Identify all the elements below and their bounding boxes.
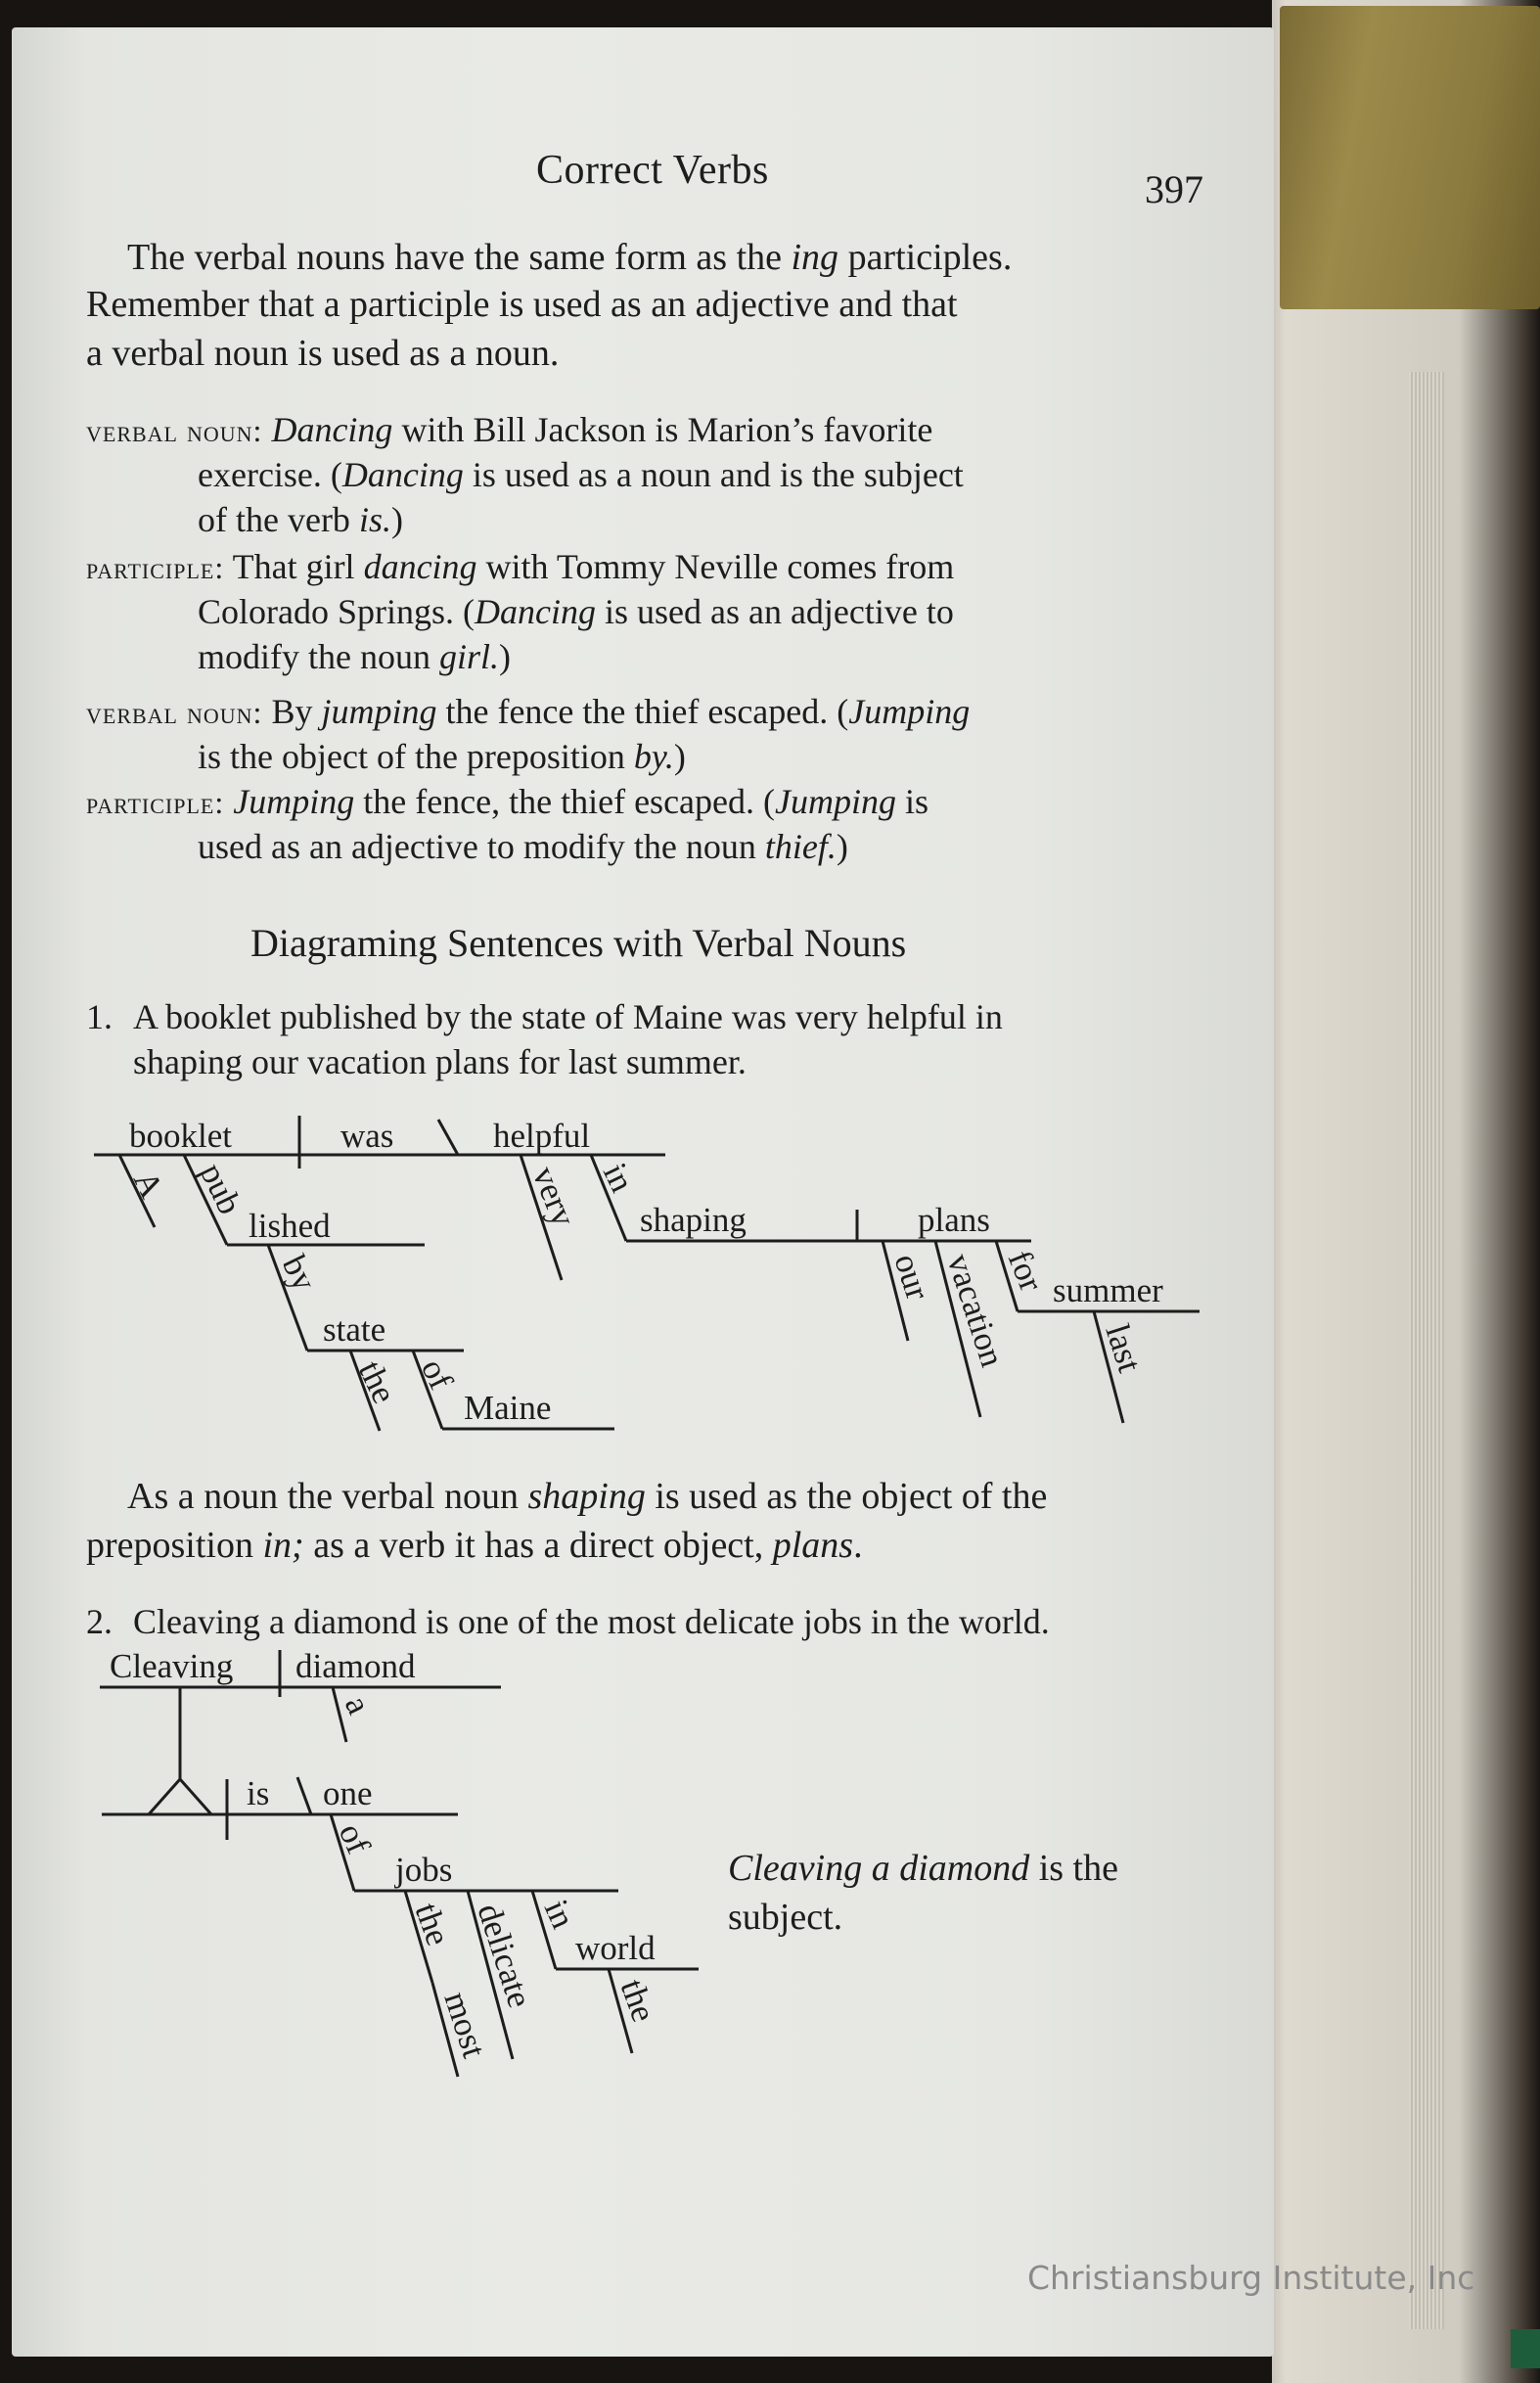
- d1-word-maine: Maine: [464, 1389, 552, 1427]
- d1-word-the: the: [350, 1354, 404, 1409]
- d2-word-jobs: jobs: [395, 1851, 453, 1889]
- d2-word-the-2: the: [612, 1974, 663, 2027]
- d2-word-most: most: [436, 1987, 494, 2063]
- d1-word-lished: lished: [249, 1207, 331, 1245]
- d2-word-in: in: [536, 1894, 583, 1935]
- example-participle-1-line-1: participle: That girl dancing with Tommy Neville comes from: [86, 547, 955, 586]
- d2-complement-divider: [297, 1777, 311, 1814]
- d1-word-last: last: [1098, 1319, 1150, 1377]
- example-verbal-noun-1-line-3: of the verb is.): [198, 500, 403, 539]
- book-page: [12, 27, 1274, 2357]
- d1-complement: helpful: [493, 1117, 591, 1155]
- d2-word-cleaving: Cleaving: [110, 1647, 234, 1685]
- intro-line-2: Remember that a participle is used as an adjective and that: [86, 284, 958, 325]
- d2-word-diamond: diamond: [295, 1647, 416, 1685]
- d1-word-our: our: [886, 1249, 937, 1305]
- d1-word-plans: plans: [918, 1201, 990, 1239]
- d2-word-delicate: delicate: [470, 1899, 540, 2012]
- d1-word-a: A: [125, 1165, 171, 1205]
- d1-complement-divider: [438, 1120, 458, 1155]
- d2-word-world: world: [575, 1929, 656, 1967]
- watermark: Christiansburg Institute, Inc: [1027, 2259, 1475, 2297]
- d1-word-for: for: [1000, 1245, 1052, 1297]
- item-2-number: 2.: [86, 1602, 113, 1641]
- note-2-line-2: subject.: [728, 1897, 843, 1938]
- sentence-diagram-1: [12, 27, 1274, 2357]
- d2-word-the-1: the: [407, 1898, 458, 1950]
- d2-pedestal: [149, 1779, 211, 1814]
- d1-word-of: of: [413, 1352, 461, 1396]
- item-1-line-2: shaping our vacation plans for last summer.: [133, 1042, 747, 1081]
- item-1-line-1: A booklet published by the state of Maine was very helpful in: [133, 997, 1003, 1036]
- d2-word-is: is: [247, 1774, 270, 1812]
- item-1-number: 1.: [86, 997, 113, 1036]
- d1-word-pub: pub: [192, 1157, 249, 1220]
- d1-word-summer: summer: [1053, 1271, 1163, 1309]
- running-head: Correct Verbs: [536, 148, 769, 193]
- adjacent-page-stack: [1272, 0, 1540, 2383]
- example-verbal-noun-2-line-1: verbal noun: By jumping the fence the thief escaped. (Jumping: [86, 692, 971, 731]
- section-title: Diagraming Sentences with Verbal Nouns: [250, 921, 907, 965]
- d1-subject-word: booklet: [129, 1117, 232, 1155]
- page-edges: [1409, 372, 1444, 2329]
- example-participle-2-line-1: participle: Jumping the fence, the thief escaped. (Jumping is: [86, 782, 929, 821]
- example-verbal-noun-1-line-1: verbal noun: Dancing with Bill Jackson is Marion’s favorite: [86, 410, 933, 449]
- item-2-line-1: Cleaving a diamond is one of the most delicate jobs in the world.: [133, 1602, 1050, 1641]
- d1-word-state: state: [323, 1310, 386, 1349]
- intro-line-1: The verbal nouns have the same form as the ing participles.: [127, 237, 1013, 278]
- green-tab-corner: [1511, 2329, 1540, 2368]
- example-participle-2-line-2: used as an adjective to modify the noun thief.): [198, 827, 848, 866]
- explanation-1-line-2: preposition in; as a verb it has a direct object, plans.: [86, 1525, 863, 1566]
- note-2-line-1: Cleaving a diamond is the: [728, 1848, 1118, 1889]
- explanation-1-line-1: As a noun the verbal noun shaping is used as the object of the: [127, 1476, 1048, 1517]
- d1-word-vacation: vacation: [939, 1249, 1013, 1372]
- d1-word-very: very: [524, 1161, 584, 1232]
- d2-word-one: one: [323, 1774, 373, 1812]
- example-verbal-noun-2-line-2: is the object of the preposition by.): [198, 737, 686, 776]
- d2-word-a: a: [337, 1689, 379, 1720]
- page-number: 397: [1145, 167, 1203, 211]
- bookmark-flag: [1280, 6, 1540, 309]
- example-participle-1-line-3: modify the noun girl.): [198, 637, 511, 676]
- d1-word-in: in: [595, 1157, 642, 1198]
- d2-word-of: of: [331, 1817, 379, 1859]
- example-participle-1-line-2: Colorado Springs. (Dancing is used as an adjective to: [198, 592, 954, 631]
- example-verbal-noun-1-line-2: exercise. (Dancing is used as a noun and is the subject: [198, 455, 964, 494]
- d1-verb: was: [340, 1117, 394, 1155]
- d1-word-by: by: [274, 1249, 325, 1297]
- intro-line-3: a verbal noun is used as a noun.: [86, 333, 560, 374]
- d1-word-shaping: shaping: [640, 1201, 747, 1239]
